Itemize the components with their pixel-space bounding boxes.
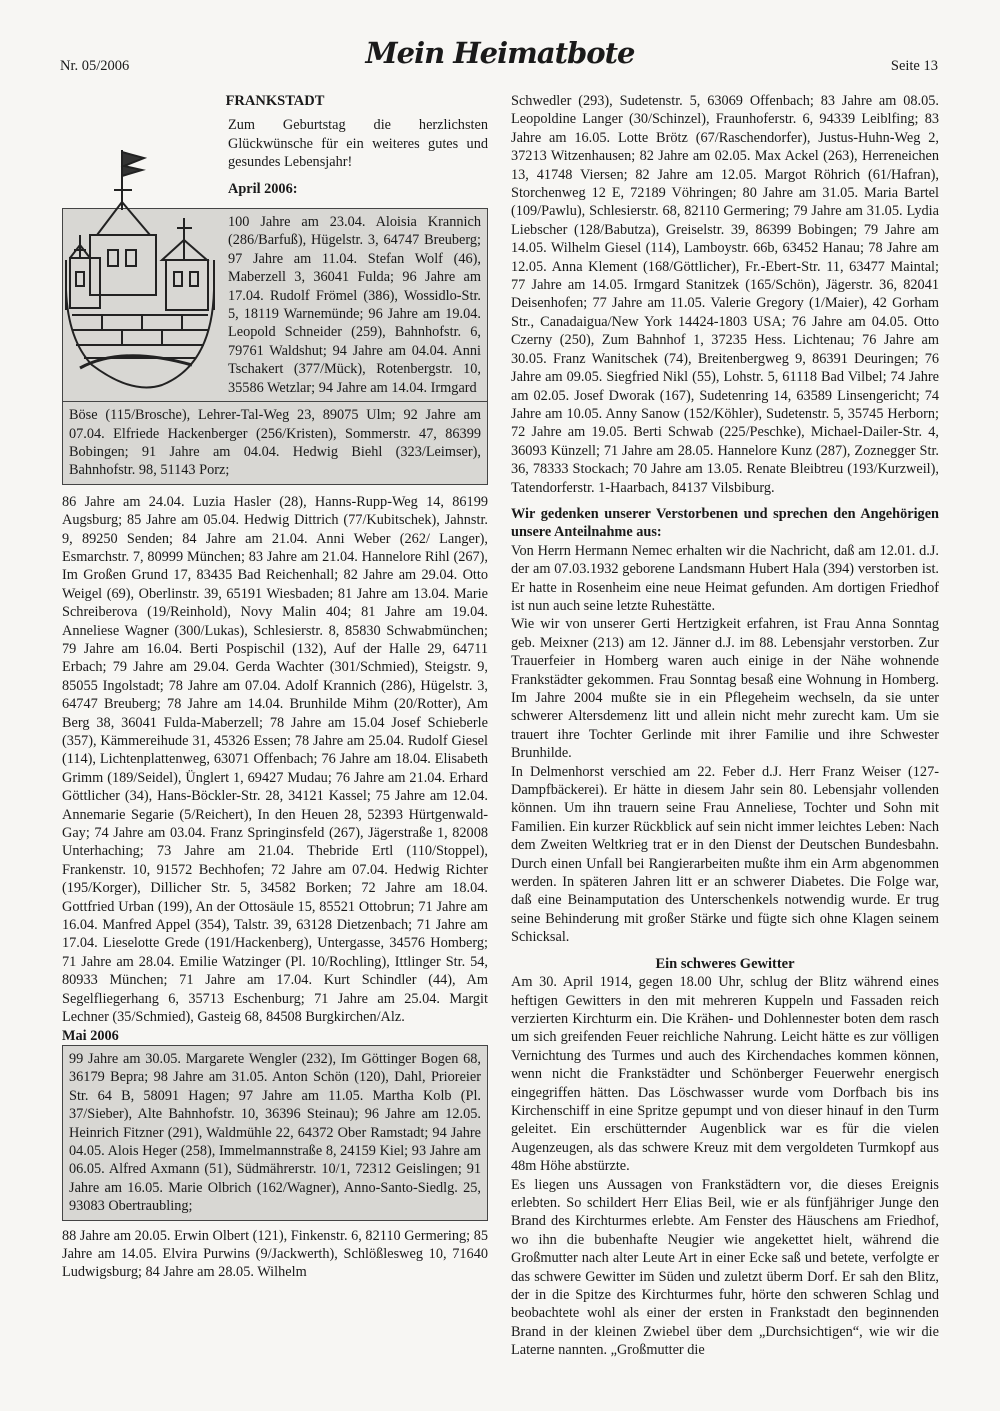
may-heading: Mai 2006: [62, 1027, 119, 1044]
header-page-number: Seite 13: [890, 58, 938, 74]
obituary-hala: Von Herrn Hermann Nemec erhalten wir die Nachricht, daß am 12.01. d.J. der am 07.03.1932 geborene Landsmann Hubert Hala (394) verstorben ist. Er hatte in Rosenheim eine neue Heimat gefunden. Am dortigen Friedhof ist nun auch seine letzte Ruhestätte.: [511, 542, 939, 614]
april-highlight-box: 100 Jahre am 23.04. Aloisia Krannich (286/Barfuß), Hügelstr. 3, 64747 Breuberg; 97 Jahre am 11.04. Stefan Wolf (46), Maberzell 3, 36041 Fulda; 96 Jahre am 17.04. Rudolf Frömel (386), Wossidlo-Str. 5, 18119 Warnemünde; 96 Jahre am 19.04. Leopold Schneider (259), Bahnhofstr. 6, 79761 Waldshut; 94 Jahre am 04.04. Anni Tschakert (377/Mück), Rotenbergstr. 10, 35586 Wetzlar; 94 Jahre am 14.04. Irmgard: [62, 208, 488, 402]
april-heading: April 2006:: [228, 180, 298, 197]
storm-paragraph-1: Am 30. April 1914, gegen 18.00 Uhr, schlug der Blitz während eines heftigen Gewitters in den mit mehreren Kuppeln und Fassaden reich verzierten Kirchturm ein. Die Krähen- und Dohlennester boten dem rasch um sich greifenden Feuer reichliche Nahrung. Leicht hätte es zur völligen Vernichtung des Turmes und auch des Kirchendaches kommen können, wenn nicht die Frankstädter und Schönberger Feuerwehr energisch eingegriffen hätten. Das Löschwasser wurde vom Dorfbach bis ins Kirchenschiff in eine Spritze gepumpt und von dieser hinauf in den Turm geleitet. Ein erschütternder Augenblick war es für die vielen Augenzeugen, als das schwere Kreuz mit dem vergoldeten Turmkopf aus 48m Höhe abstürzte.: [511, 974, 939, 1175]
section-title: FRANKSTADT: [225, 93, 325, 109]
right-column: [511, 92, 939, 1360]
may-highlight-box: 99 Jahre am 30.05. Margarete Wengler (232), Im Göttinger Bogen 68, 36179 Bepra; 98 Jahre am 31.05. Anton Schön (120), Dahl, Prioreier Str. 64 B, 58091 Hagen; 97 Jahre am 11.05. Martha Kolb (Pl. 37/Sieber), Alte Bahnhofstr. 10, 36396 Steinau); 96 Jahre am 12.05. Heinrich Fitzner (291), Waldmühle 22, 64372 Ober Ramstadt; 94 Jahre 04.05. Alois Heger (258), Immelmannstraße 8, 24159 Kiel; 93 Jahre am 06.05. Alfred Axmann (51), Südmährerstr. 10/1, 72312 Geislingen; 91 Jahre am 16.05. Marie Olbrich (162/Wagner), Anno-Santo-Siedlg. 25, 93083 Obertraubling;: [62, 1045, 488, 1221]
storm-paragraph-2: Es liegen uns Aussagen von Frankstädtern vor, die dieses Ereignis erlebten. So schildert Herr Elias Beil, wie er als fünfjähriger Junge den Brand des Kirchturmes erlebte. Am Fenster des Häuschens am Friedhof, wo ihn die bubenhafte Neugier wie angekettet hielt, während die Großmutter nach alter Leute Art in einer Ecke saß und betete, verfolgte er das schwere Gewitter im Süden und zuletzt überm Dorf. Er sah den Blitz, der in die Spitze des Kirchturmes fuhr, hörte den schweren Schlag und beobachtete wohl als einer der ersten in Frankstadt den beginnenden Brand in der kleinen Zwiebel über dem „Durchsichtigen“, wie wir die Laterne nannten. „Großmutter die: [511, 1176, 939, 1359]
header-issue: Nr. 05/2006: [60, 58, 130, 74]
greeting-text: Zum Geburtstag die herzlichsten Glückwünsche für ein weiteres gutes und gesundes Lebensjahr!: [228, 117, 488, 171]
storm-article-title: Ein schweres Gewitter: [655, 955, 795, 972]
obituary-weiser: In Delmenhorst verschied am 22. Feber d.J. Herr Franz Weiser (127-Dampfbäckerei). Er hätte in diesem Jahr sein 80. Lebensjahr vollenden können. Um ihn trauern seine Frau Anneliese, Tochter und Sohn mit Familien. Ein kurzer Rückblick auf sein nicht immer leichtes Leben: Nach dem Zweiten Weltkrieg trat er in den Dienst der Deutschen Bundesbahn. Durch einen Unfall bei Rangierarbeiten mußte ihm ein Arm abgenommen werden. In späteren Jahren litt er an schwerer Diabetes. Die Folge war, daß eine Beinamputation des Unterschenkels notwendig wurde. Er trug seine Behinderung mit großer Stärke und fügte sich ohne Klagen seinem Schicksal.: [511, 763, 939, 946]
april-birthday-list: 86 Jahre am 24.04. Luzia Hasler (28), Hanns-Rupp-Weg 14, 86199 Augsburg; 85 Jahre am 05.04. Hedwig Dittrich (77/Kubitschek), Jahnstr. 9, 89250 Senden; 84 Jahre am 21.04. Anni Weber (262/ Langer), Esmarchstr. 7, 80999 München; 83 Jahre am 21.04. Hannelore Rihl (267), Im Großen Grund 17, 83435 Bad Reichenhall; 82 Jahre am 29.04. Otto Weigel (69), Oberlinstr. 39, 65191 Wiesbaden; 81 Jahre am 13.04. Marie Schreiberova (19/Reinhold), Novy Malin 404; 81 Jahre am 19.04. Anneliese Wagner (300/Lukas), Schlesierstr. 8, 85830 Schwabmünchen; 79 Jahre am 16.04. Berti Pospischil (132), Auf der Halle 29, 64711 Erbach; 79 Jahre am 29.04. Gerda Wachter (301/Schmied), Steigstr. 9, 85055 Ingolstadt; 78 Jahre am 07.04. Adolf Krannich (286), Hügelstr. 3, 64747 Breuberg; 78 Jahre am 14.04. Brunhilde Mihm (20/Rotter), Am Berg 38, 36041 Fulda-Maberzell; 78 Jahre am 15.04 Josef Schieberle (357), Kämmereihude 31, 45326 Essen; 78 Jahre am 25.04. Rudolf Giesel (114), Lichtenplattenweg, 63071 Offenbach; 76 Jahre am 18.04. Elisabeth Grimm (189/Seidel), Ünglert 1, 69427 Mudau; 76 Jahre am 21.04. Erhard Göttlicher (34), Hans-Böckler-Str. 28, 34121 Kassel; 75 Jahre am 12.04. Annemarie Segarie (5/Reichert), In den Heuen 28, 52393 Hürtgenwald-Gay; 74 Jahre am 03.04. Franz Springinsfeld (267), Jägerstraße 1, 82008 Unterhaching; 73 Jahre am 21.04. Thebride Ertl (110/Stoppel), Frankenstr. 10, 91572 Bechhofen; 72 Jahre am 07.04. Hedwig Richter (195/Korger), Dillicher Str. 5, 34582 Borken; 72 Jahre am 18.04. Gottfried Urban (199), An der Ottosäule 15, 85521 Ottobrun; 71 Jahre am 16.04. Manfred Appel (354), Talstr. 39, 63128 Dietzenbach; 71 Jahre am 17.04. Lieselotte Grede (191/Hackenberg), Untergasse, 34576 Homberg; 71 Jahre am 28.04. Emilie Watzinger (Pl. 10/Rochling), Ittlinger Str. 54, 80933 München; 71 Jahre am 17.04. Kurt Schindler (44), Am Segelfliegerhang 6, 35713 Eschenburg; 71 Jahre am 25.04. Margit Lechner (35/Schmied), Gasteig 68, 84508 Burgkirchen/Alz.: [62, 493, 488, 1026]
castle-crest-icon: [62, 140, 220, 396]
april-highlight-box-continued: Böse (115/Brosche), Lehrer-Tal-Weg 23, 89075 Ulm; 92 Jahre am 07.04. Elfriede Hackenberger (256/Kristen), Sommerstr. 47, 86399 Bobingen; 91 Jahre am 04.04. Hedwig Biehl (323/Leimser), Bahnhofstr. 98, 51143 Porz;: [62, 402, 488, 485]
may-birthday-list: 88 Jahre am 20.05. Erwin Olbert (121), Finkenstr. 6, 82110 Germering; 85 Jahre am 14.05. Elvira Purwins (9/Jackwerth), Schlößlesweg 10, 71640 Ludwigsburg; 84 Jahre am 28.05. Wilhelm: [62, 1227, 488, 1281]
obituary-sonntag: Wie wir von unserer Gerti Hertzigkeit erfahren, ist Frau Anna Sonntag geb. Meixner (213) am 12. Jänner d.J. im 88. Lebensjahr verstorben. Zur Trauerfeier in Homberg waren auch einige in der Nähe wohnende Frankstädter gekommen. Frau Sonntag besaß eine Wohnung in Homberg. Im Jahre 2004 mußte sie in ein Pflegeheim wechseln, da sie unter schwerer Altersdemenz litt und allein nicht mehr zurecht kam. Um sie trauert ihre Tochter Gerlinde mit ihrer Familie und ihre Schwester Brunhilde.: [511, 616, 939, 762]
obituary-heading: Wir gedenken unserer Verstorbenen und sprechen den Angehörigen unsere Anteilnahme aus:: [511, 505, 939, 541]
may-birthday-list-continued: Schwedler (293), Sudetenstr. 5, 63069 Offenbach; 83 Jahre am 08.05. Leopoldine Langer (30/Schinzel), Fraunhoferstr. 6, 94339 Leiblfing; 83 Jahre am 16.05. Lotte Brötz (67/Raschendorfer), Justus-Huhn-Weg 2, 37213 Witzenhausen; 82 Jahre am 02.05. Max Ackel (263), Herreneichen 13, 41748 Viersen; 82 Jahre am 12.05. Margot Röhrich (61/Hafran), Storchenweg 12 E, 72189 Vöhringen; 80 Jahre am 31.05. Maria Bartel (109/Pawlu), Schlesierstr. 68, 82110 Germering; 79 Jahre am 31.05. Lydia Liebscher (128/Babutza), Greiselstr. 39, 86399 Bobingen; 79 Jahre am 14.05. Wilhelm Giesel (114), Lamboystr. 66b, 63452 Hanau; 78 Jahre am 12.05. Anna Klement (168/Göttlicher), Fr.-Ebert-Str. 11, 63477 Maintal; 77 Jahre am 14.05. Irmgard Stanitzek (165/Schön), Jägerstr. 36, 82041 Deisenhofen; 77 Jahre am 11.05. Valerie Gregory (1/Maier), 42 Gorham Str., Canadaigua/New York 14424-1803 USA; 76 Jahre am 04.05. Otto Czerny (250), Zum Bahnhof 1, 37235 Hess. Lichtenau; 76 Jahre am 30.05. Franz Wanitschek (74), Breitenbergweg 9, 86391 Deuringen; 76 Jahre am 09.05. Siegfried Nikl (55), Lohstr. 5, 61118 Bad Vilbel; 74 Jahre am 02.05. Josef Dworak (167), Sudetenring 14, 63589 Linsengericht; 74 Jahre am 10.05. Anny Sanow (152/Köhler), Sudetenstr. 5, 35745 Herborn; 72 Jahre am 19.05. Berti Schwab (225/Peschke), Michael-Dailer-Str. 4, 36093 Künzell; 71 Jahre am 28.05. Hannelore Kunz (287), Zoznegger Str. 36, 78333 Stockach; 70 Jahre am 13.05. Renate Bleibtreu (193/Kurzweil), Tatendorferstr. 1-Haarbach, 84137 Vilsbiburg.: [511, 93, 939, 496]
masthead-logo: Mein Heimatbote: [365, 36, 635, 70]
left-column: [62, 92, 488, 1282]
